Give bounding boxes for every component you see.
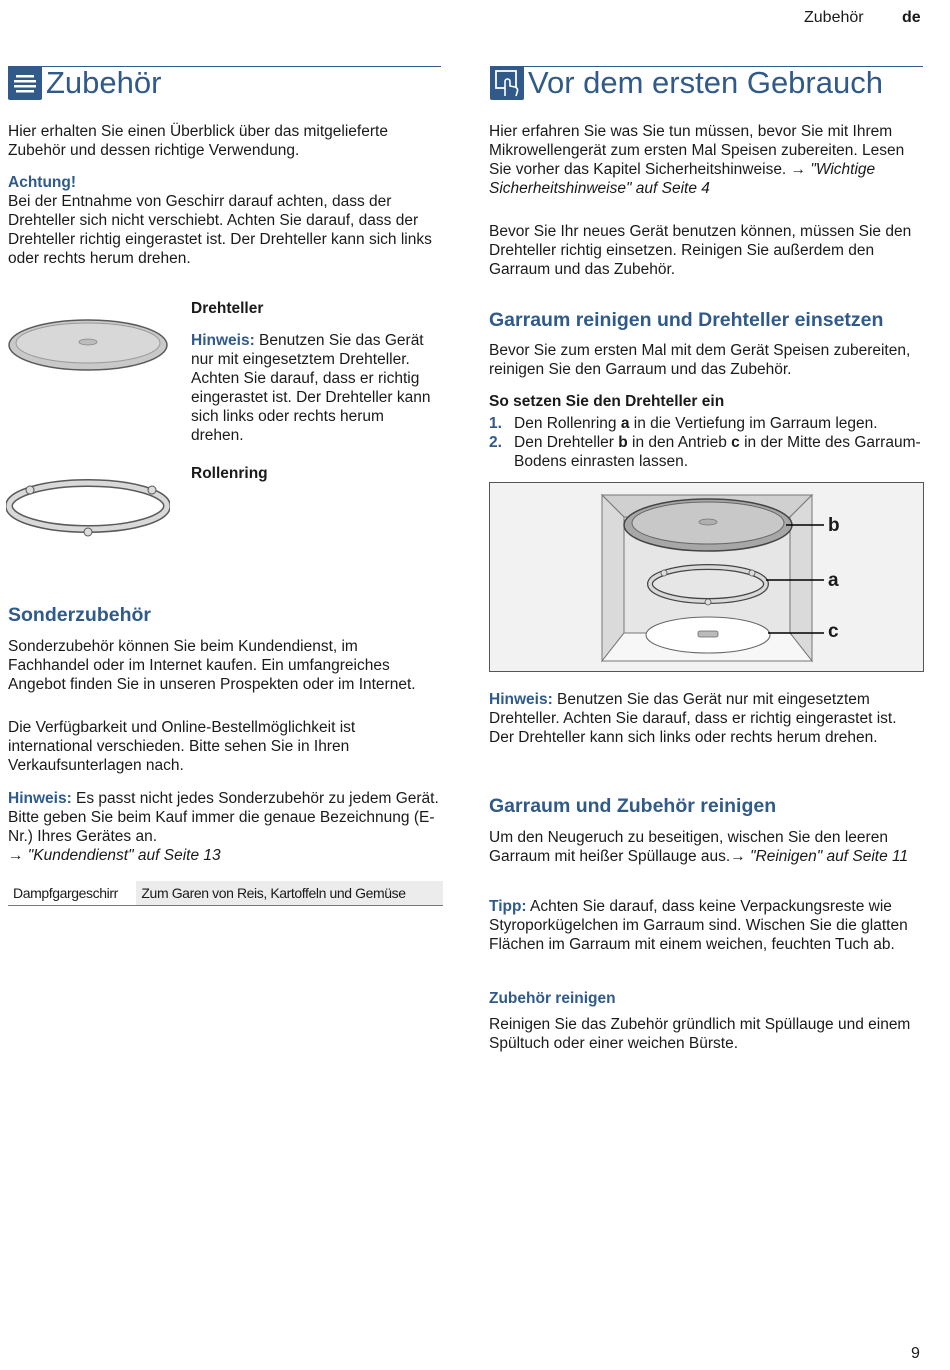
roller-ring-image xyxy=(6,478,170,542)
list-item xyxy=(489,414,929,433)
table-cell-name: Dampfgargeschirr xyxy=(8,881,136,906)
right-intro-text: Hier erfahren Sie was Sie tun müssen, bevor Sie mit Ihrem Mikrowellengerät zum ersten Mal Speisen zubereiten. Lesen Sie vorher das Kapitel Sicherheitshinweise. xyxy=(489,123,905,178)
turntable-image xyxy=(6,316,170,376)
warning-label: Achtung! xyxy=(8,174,77,191)
step-text: Den Drehteller xyxy=(514,434,619,451)
section-clean-insert-text: Bevor Sie zum ersten Mal mit dem Gerät Speisen zubereiten, reinigen Sie den Garraum und das Zubehör. xyxy=(489,342,911,378)
reference-arrow-icon: → xyxy=(730,848,746,865)
tip-text: Achten Sie darauf, dass keine Verpackungsreste wie Styroporkügelchen im Garraum sind. Wischen Sie die glatten Flächen im Garraum mit einem weichen, feuchten Tuch ab. xyxy=(489,898,908,953)
turntable-note xyxy=(191,331,431,445)
warning-text: Bei der Entnahme von Geschirr darauf achten, dass der Drehteller sich nicht verschiebt. Achten Sie darauf, dass der Drehteller richtig eingerastet ist. Der Drehteller kann sich links oder rechts herum drehen. xyxy=(8,193,432,267)
right-note xyxy=(489,690,924,747)
turntable-note-label: Hinweis: xyxy=(191,332,255,349)
section-clean-text-body: Um den Neugeruch zu beseitigen, wischen Sie den leeren Garraum mit heißer Spüllauge aus. xyxy=(489,829,888,865)
left-intro: Hier erhalten Sie einen Überblick über das mitgelieferte Zubehör und dessen richtige Verwendung. xyxy=(8,123,388,159)
accessories-icon xyxy=(8,66,42,100)
table-row xyxy=(8,881,443,906)
safety-reference[interactable]: "Wichtige Sicherheitshinweise" auf Seite 4 xyxy=(489,161,876,197)
right-intro xyxy=(489,122,924,198)
right-note-text: Benutzen Sie das Gerät nur mit eingesetztem Drehteller. Achten Sie darauf, dass er richtig eingerastet ist. Der Drehteller kann sich links oder rechts herum drehen. xyxy=(489,691,897,746)
step-number: 2. xyxy=(489,434,502,451)
section-clean-text xyxy=(489,828,927,866)
right-note-label: Hinweis: xyxy=(489,691,553,708)
special-note-text: Es passt nicht jedes Sonderzubehör zu jedem Gerät. Bitte geben Sie beim Kauf immer die genaue Bezeichnung (E-Nr.) Ihres Gerätes an. xyxy=(8,790,439,845)
hand-pointer-icon xyxy=(490,66,524,100)
special-p2: Die Verfügbarkeit und Online-Bestellmöglichkeit ist international verschieden. Bitte sehen Sie in Ihren Verkaufsunterlagen nach. xyxy=(8,719,356,774)
page-number: 9 xyxy=(911,1345,920,1362)
header-section: Zubehör xyxy=(804,9,864,26)
step-ref-c: c xyxy=(731,434,740,451)
cleaning-reference[interactable]: "Reinigen" auf Seite 11 xyxy=(745,848,909,865)
oven-figure xyxy=(489,482,924,672)
right-p2: Bevor Sie Ihr neues Gerät benutzen können, müssen Sie den Drehteller richtig einsetzen. Reinigen Sie außerdem den Garraum und das Zubehör. xyxy=(489,223,912,278)
step-text: in den Antrieb xyxy=(627,434,732,451)
special-accessories-title: Sonderzubehör xyxy=(8,604,152,626)
step-text: in die Vertiefung im Garraum legen. xyxy=(629,415,878,432)
section-clean-title: Garraum und Zubehör reinigen xyxy=(489,795,777,817)
tip xyxy=(489,897,924,954)
step-text: in der Mitte des Garraum-Bodens einrasten lassen. xyxy=(514,434,921,470)
section-clean-insert-title: Garraum reinigen und Drehteller einsetzen xyxy=(489,309,884,331)
section-accessories-clean-text: Reinigen Sie das Zubehör gründlich mit Spüllauge und einem Spültuch oder einer weichen Bürste. xyxy=(489,1016,911,1052)
list-item xyxy=(489,433,929,471)
special-note xyxy=(8,789,443,865)
turntable-note-text: Benutzen Sie das Gerät nur mit eingesetztem Drehteller. Achten Sie darauf, dass er richtig eingerastet ist. Der Drehteller kann sich links oder rechts herum drehen. xyxy=(191,332,431,444)
steps-list xyxy=(489,414,929,471)
roller-ring-title: Rollenring xyxy=(191,465,268,482)
reference-arrow-icon: → xyxy=(8,847,24,864)
tip-label: Tipp: xyxy=(489,898,527,915)
step-ref-b: b xyxy=(618,434,628,451)
special-p1: Sonderzubehör können Sie beim Kundendienst, im Fachhandel oder im Internet kaufen. Ein umfangreiches Angebot finden Sie in unseren Prospekten oder im Internet. xyxy=(8,638,416,693)
figure-label-a: a xyxy=(828,570,839,591)
figure-label-c: c xyxy=(828,621,839,642)
section-accessories-clean-title: Zubehör reinigen xyxy=(489,990,616,1007)
header-language: de xyxy=(902,9,921,26)
special-reference[interactable]: "Kundendienst" auf Seite 13 xyxy=(23,847,221,864)
reference-arrow-icon: → xyxy=(790,161,807,178)
step-text: Den Rollenring xyxy=(514,415,621,432)
special-note-label: Hinweis: xyxy=(8,790,72,807)
step-ref-a: a xyxy=(620,415,630,432)
step-number: 1. xyxy=(489,415,502,432)
figure-label-b: b xyxy=(828,515,840,536)
left-title: Zubehör xyxy=(46,65,162,100)
right-title: Vor dem ersten Gebrauch xyxy=(528,65,883,100)
accessories-table xyxy=(8,881,443,906)
steps-title: So setzen Sie den Drehteller ein xyxy=(489,393,725,410)
table-cell-use: Zum Garen von Reis, Kartoffeln und Gemüse xyxy=(136,881,443,906)
turntable-title: Drehteller xyxy=(191,300,264,317)
